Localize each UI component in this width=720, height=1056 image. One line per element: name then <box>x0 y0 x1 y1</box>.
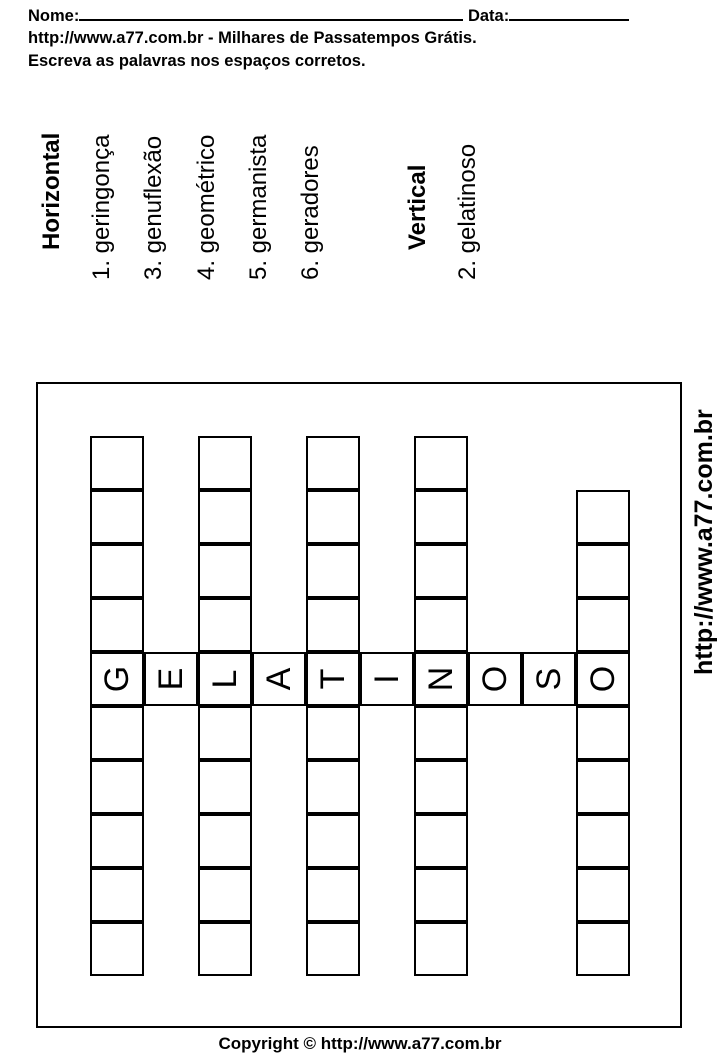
grid-letter: T <box>313 668 352 690</box>
clue-h-6: 6. geradores <box>297 145 324 280</box>
grid-cell-word-3[interactable] <box>198 922 252 976</box>
grid-letter: E <box>151 667 190 691</box>
grid-cell-word-6[interactable] <box>576 922 630 976</box>
grid-cell-word-5[interactable] <box>414 490 468 544</box>
site-line: http://www.a77.com.br - Milhares de Passatempos Grátis. <box>28 29 477 47</box>
name-date-line <box>28 3 629 26</box>
clue-h-3: 3. genuflexão <box>140 135 167 280</box>
grid-cell-word-1[interactable] <box>90 544 144 598</box>
grid-cell-word-6[interactable] <box>576 490 630 544</box>
grid-cell-word-5[interactable] <box>414 598 468 652</box>
grid-cell-word-3[interactable] <box>198 436 252 490</box>
grid-cell-word-5[interactable] <box>414 760 468 814</box>
grid-cell-word-5[interactable] <box>414 814 468 868</box>
grid-cell-word-4[interactable] <box>306 490 360 544</box>
grid-cell-word-6[interactable] <box>576 868 630 922</box>
grid-cell-word-4[interactable] <box>306 436 360 490</box>
grid-letter: I <box>367 674 406 684</box>
grid-cell-word-3[interactable] <box>198 490 252 544</box>
instructions: Escreva as palavras nos espaços corretos. <box>28 52 366 70</box>
grid-cell-word-1[interactable] <box>90 436 144 490</box>
clue-v-2: 2. gelatinoso <box>454 143 481 280</box>
grid-cell-word-4[interactable] <box>306 760 360 814</box>
grid-letter: O <box>583 665 622 693</box>
crossword-board <box>36 382 682 1028</box>
copyright-footer: Copyright © http://www.a77.com.br <box>218 1034 502 1053</box>
clue-h-5: 5. germanista <box>245 134 272 280</box>
date-label: Data: <box>467 7 510 25</box>
grid-cell-word-6[interactable] <box>576 598 630 652</box>
grid-letter: A <box>259 667 298 691</box>
grid-cell-word-6[interactable] <box>576 544 630 598</box>
grid-cell-word-6[interactable] <box>576 706 630 760</box>
date-field[interactable] <box>509 3 629 21</box>
grid-cell-word-4[interactable] <box>306 868 360 922</box>
clue-h-1: 1. geringonça <box>88 134 115 280</box>
grid-cell-word-5[interactable] <box>414 436 468 490</box>
grid-cell-word-4[interactable] <box>306 598 360 652</box>
grid-cell-word-6[interactable] <box>576 760 630 814</box>
name-field[interactable] <box>79 3 463 21</box>
vertical-title: Vertical <box>404 164 431 250</box>
grid-cell-word-3[interactable] <box>198 868 252 922</box>
grid-cell-word-1[interactable] <box>90 922 144 976</box>
grid-cell-word-4[interactable] <box>306 814 360 868</box>
grid-letter: O <box>475 665 514 693</box>
grid-cell-word-5[interactable] <box>414 706 468 760</box>
name-label: Nome: <box>28 7 80 25</box>
grid-cell-word-4[interactable] <box>306 922 360 976</box>
grid-cell-word-5[interactable] <box>414 544 468 598</box>
grid-cell-word-3[interactable] <box>198 760 252 814</box>
grid-cell-word-3[interactable] <box>198 598 252 652</box>
horizontal-title: Horizontal <box>38 132 65 250</box>
grid-cell-word-1[interactable] <box>90 598 144 652</box>
grid-cell-word-3[interactable] <box>198 814 252 868</box>
grid-cell-word-3[interactable] <box>198 544 252 598</box>
grid-cell-word-3[interactable] <box>198 706 252 760</box>
grid-letter: L <box>205 669 244 689</box>
clue-h-4: 4. geométrico <box>193 134 220 280</box>
grid-cell-word-1[interactable] <box>90 760 144 814</box>
grid-letter: G <box>97 665 136 693</box>
grid-cell-word-1[interactable] <box>90 868 144 922</box>
grid-cell-word-1[interactable] <box>90 814 144 868</box>
grid-cell-word-1[interactable] <box>90 490 144 544</box>
grid-cell-word-5[interactable] <box>414 868 468 922</box>
grid-cell-word-4[interactable] <box>306 544 360 598</box>
grid-cell-word-5[interactable] <box>414 922 468 976</box>
grid-letter: N <box>421 666 460 692</box>
grid-cell-word-1[interactable] <box>90 706 144 760</box>
grid-cell-word-4[interactable] <box>306 706 360 760</box>
side-url: http://www.a77.com.br <box>690 409 718 675</box>
grid-letter: S <box>529 667 568 691</box>
grid-cell-word-6[interactable] <box>576 814 630 868</box>
